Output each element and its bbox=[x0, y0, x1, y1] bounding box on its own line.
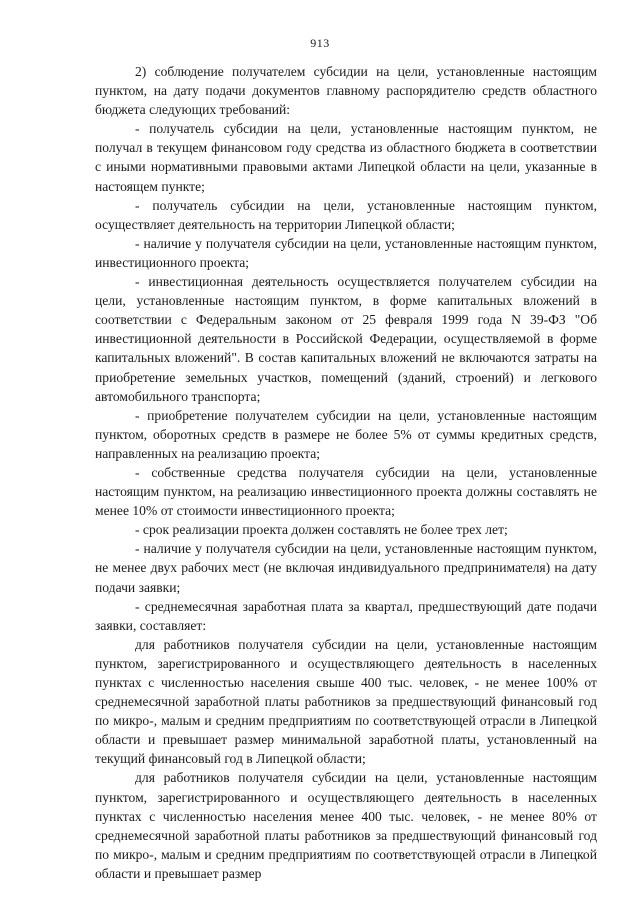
paragraph-investment-project: - наличие у получателя субсидии на цели, установленные настоящим пунктом, инвестиционного проекта; bbox=[95, 235, 597, 270]
paragraph-no-other-funds: - получатель субсидии на цели, установленные настоящим пунктом, не получал в текущем финансовом году средства из областного бюджета в соответствии с иными нормативными правовыми актами Липецкой области на цели, указанные в настоящем пункте; bbox=[95, 121, 597, 194]
paragraph-salary-under-400k: для работников получателя субсидии на цели, установленные настоящим пунктом, зарегистрированного и осуществляющего деятельность в населенных пунктах с численностью населения менее 400 тыс. человек, - не менее 80% от среднемесячной заработной платы работников за предшествующий финансовый год по микро-, малым и средним предприятиям по соответствующей отрасли в Липецкой области и превышает размер bbox=[95, 770, 597, 881]
paragraph-own-funds: - собственные средства получателя субсидии на цели, установленные настоящим пунктом, на реализацию инвестиционного проекта должны составлять не менее 10% от стоимости инвестиционного проекта; bbox=[95, 464, 597, 519]
paragraph-salary-over-400k: для работников получателя субсидии на цели, установленные настоящим пунктом, зарегистрированного и осуществляющего деятельность в населенных пунктах с численностью населения свыше 400 тыс. человек, - не менее 100% от среднемесячной заработной платы работников за предшествующий финансовый год по микро-, малым и средним предприятиям по соответствующей отрасли в Липецкой области и превышает размер минимальной заработной платы, установленный на текущий финансовый год в Липецкой области; bbox=[95, 636, 597, 767]
paragraph-activity-territory: - получатель субсидии на цели, установленные настоящим пунктом, осуществляет деятельность на территории Липецкой области; bbox=[95, 197, 597, 232]
paragraph-average-salary: - среднемесячная заработная плата за квартал, предшествующий дате подачи заявки, составляет: bbox=[95, 598, 597, 633]
page-number: 913 bbox=[310, 36, 330, 50]
paragraph-item-2-intro: 2) соблюдение получателем субсидии на цели, установленные настоящим пунктом, на дату подачи документов главному распорядителю средств областного бюджета следующих требований: bbox=[95, 64, 597, 118]
paragraph-workplaces: - наличие у получателя субсидии на цели, установленные настоящим пунктом, не менее двух рабочих мест (не включая индивидуального предпринимателя) на дату подачи заявки; bbox=[95, 541, 597, 595]
document-body bbox=[95, 62, 597, 883]
paragraph-working-capital: - приобретение получателем субсидии на цели, установленные настоящим пунктом, оборотных средств в размере не более 5% от суммы кредитных средств, направленных на реализацию проекта; bbox=[95, 407, 597, 461]
paragraph-project-term: - срок реализации проекта должен составлять не более трех лет; bbox=[135, 522, 508, 538]
paragraph-capital-investment: - инвестиционная деятельность осуществляется получателем субсидии на цели, установленные настоящим пунктом, в форме капитальных вложений в соответствии с Федеральным законом от 25 февраля 1999 года N 39-ФЗ "Об инвестиционной деятельности в Российской Федерации, осуществляемой в форме капитальных вложений". В состав капитальных вложений не включаются затраты на приобретение земельных участков, помещений (зданий, строений) и легкового автомобильного транспорта; bbox=[95, 274, 597, 404]
